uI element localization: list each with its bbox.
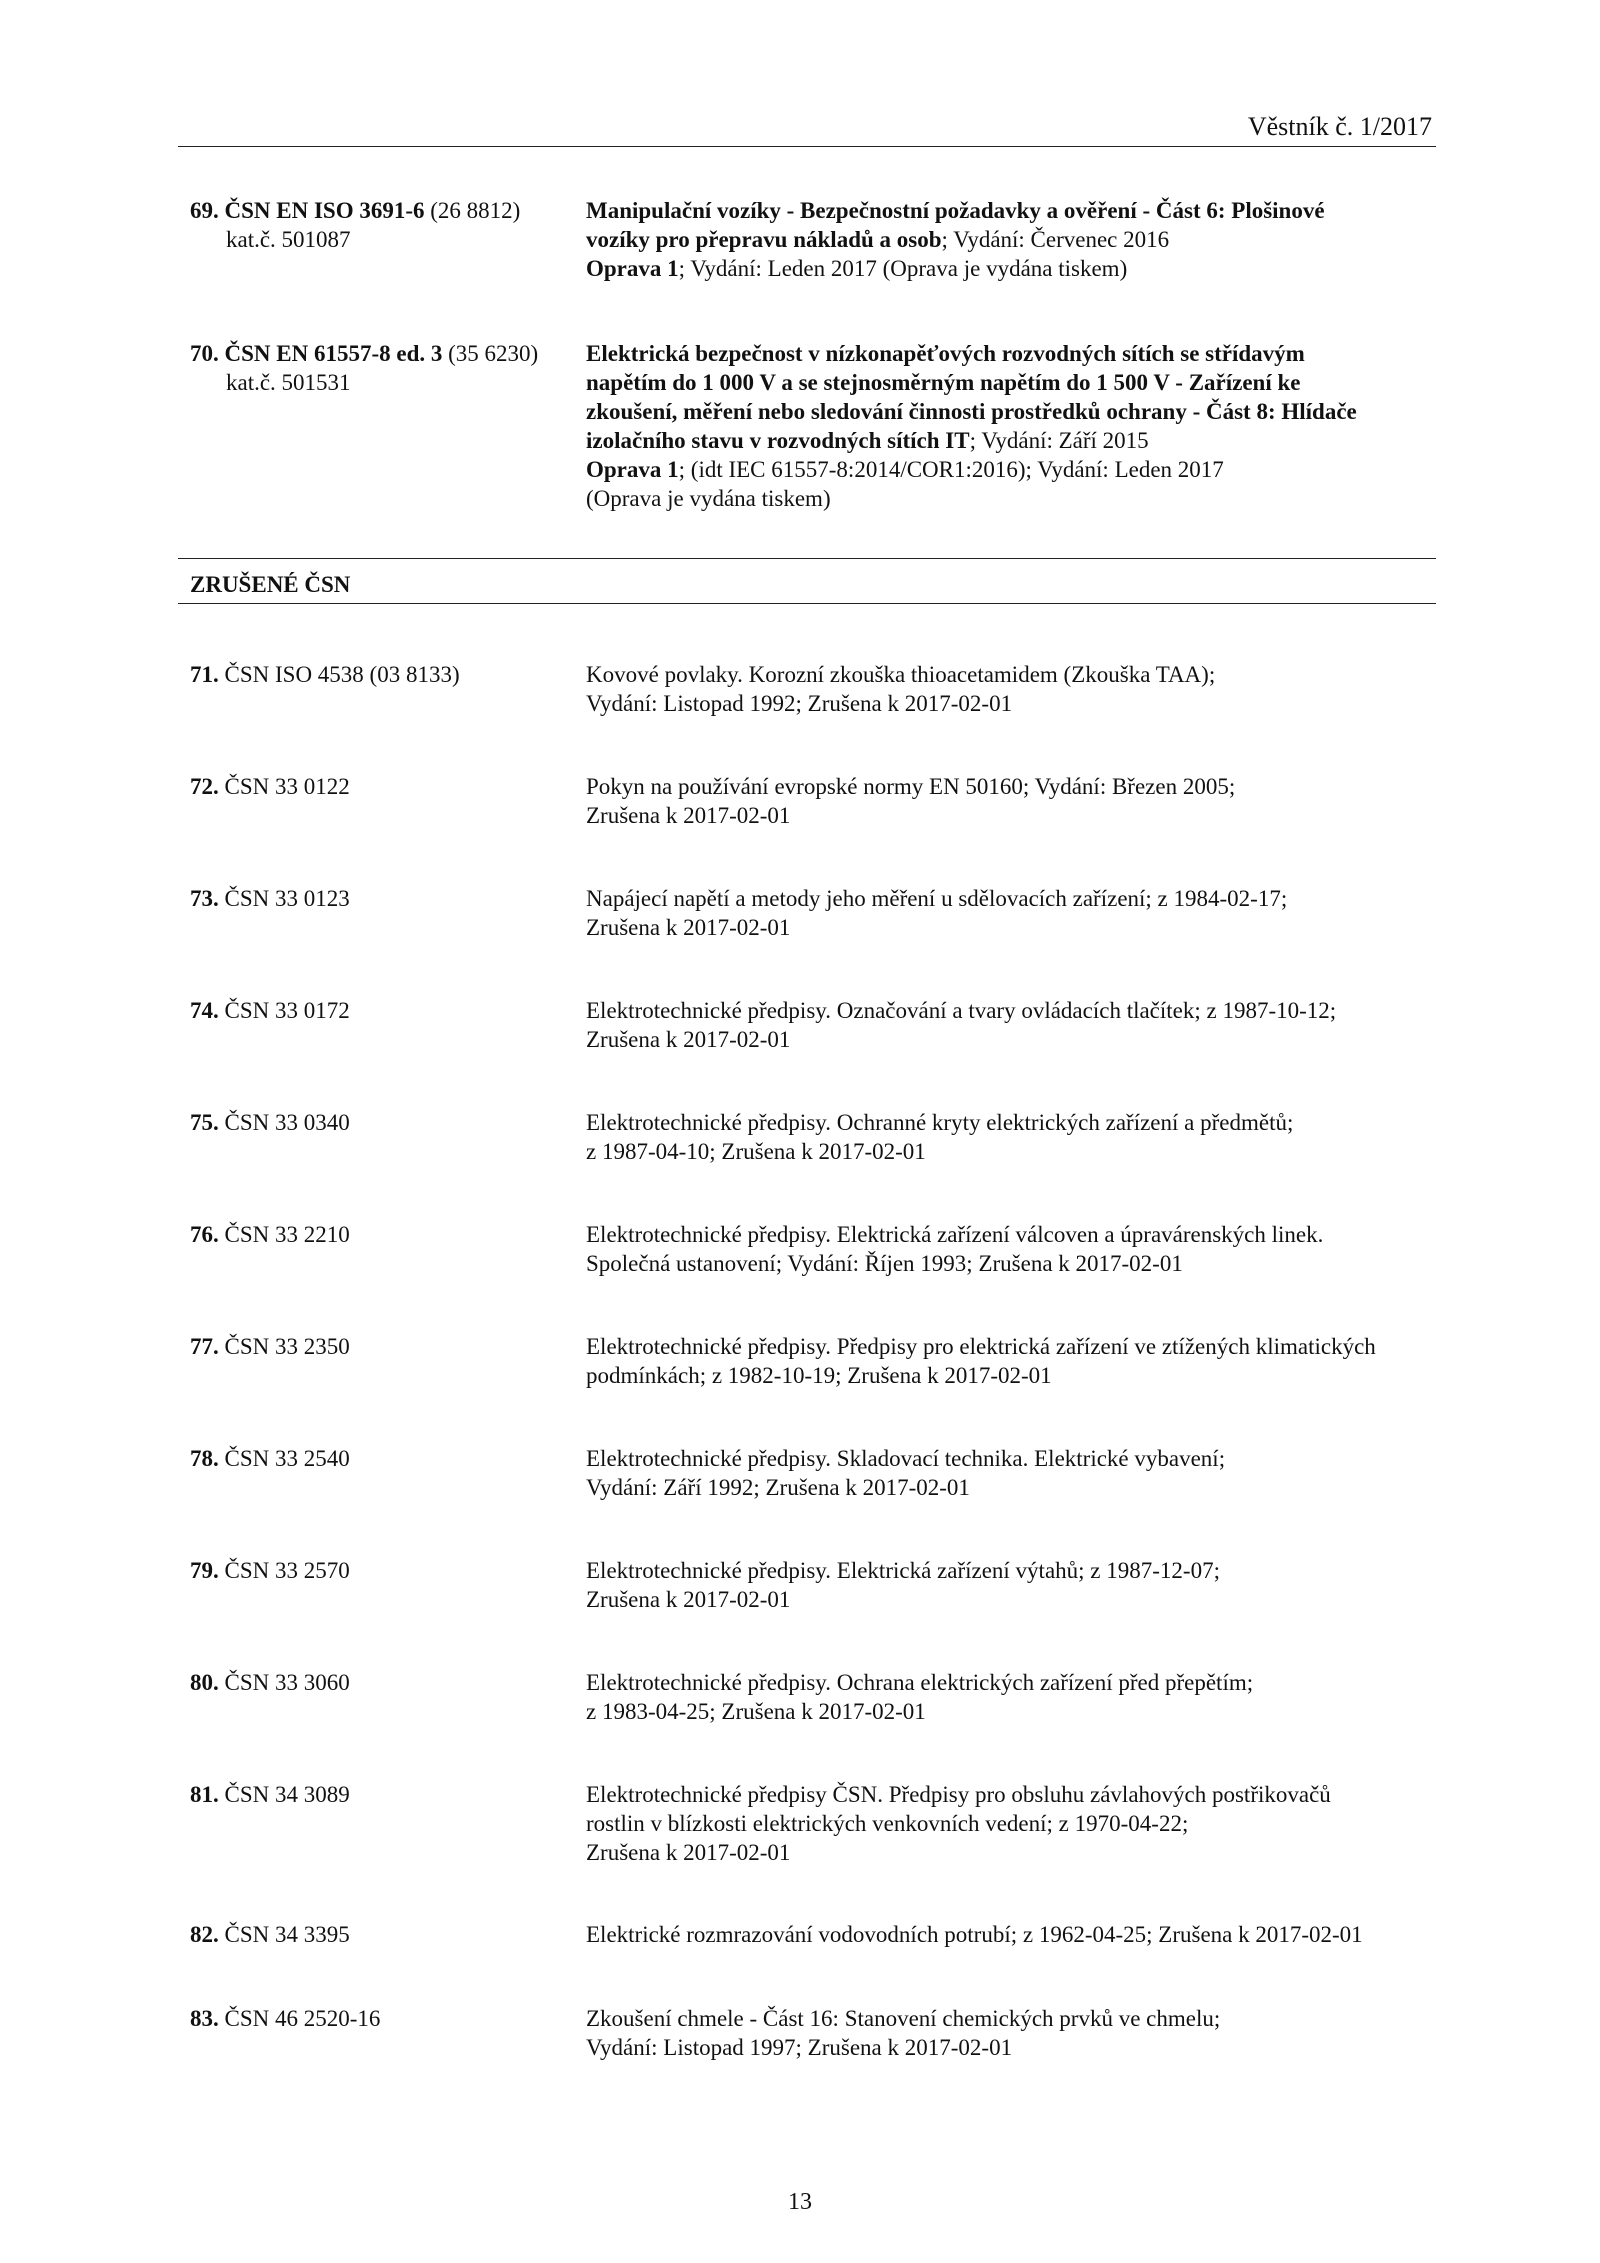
standard-designation: ČSN 34 3395 [218,1922,350,1947]
withdrawn-ref [190,1444,570,1473]
description-line: Pokyn na používání evropské normy EN 50160; Vydání: Březen 2005; [586,774,1236,799]
issue-text: ; Vydání: Červenec 2016 [941,227,1170,252]
standard-designation: ČSN 46 2520-16 [218,2006,381,2031]
entry-number: 80. [190,1670,219,1695]
standard-designation: ČSN 33 2350 [218,1334,350,1359]
correction-description [586,339,1436,513]
entry-number: 71. [190,662,219,687]
description-line: Elektrické rozmrazování vodovodních potrubí; z 1962-04-25; Zrušena k 2017-02-01 [586,1922,1363,1947]
withdrawn-description [586,660,1436,718]
withdrawn-ref [190,1108,570,1137]
description-line: rostlin v blízkosti elektrických venkovních vedení; z 1970-04-22; [586,1811,1189,1836]
description-line: Elektrotechnické předpisy. Označování a tvary ovládacích tlačítek; z 1987-10-12; [586,998,1337,1023]
withdrawn-ref [190,996,570,1025]
description-line: Vydání: Září 1992; Zrušena k 2017-02-01 [586,1475,970,1500]
withdrawn-description [586,996,1436,1054]
withdrawn-description [586,1332,1436,1390]
page-number: 13 [788,2189,812,2215]
withdrawn-ref [190,1220,570,1249]
issue-text: ; Vydání: Září 2015 [969,428,1149,453]
withdrawn-description [586,884,1436,942]
standard-designation: ČSN ISO 4538 (03 8133) [218,662,460,687]
title-text: Elektrická bezpečnost v nízkonapěťových rozvodných sítích se střídavým [586,341,1305,366]
withdrawn-ref [190,1668,570,1697]
classification-code: (26 8812) [424,198,521,223]
entry-number: 76. [190,1222,219,1247]
entry-number: 69. [190,198,219,223]
standard-designation: ČSN EN ISO 3691-6 [224,198,425,223]
entry-number: 72. [190,774,219,799]
description-line: Elektrotechnické předpisy. Ochrana elektrických zařízení před přepětím; [586,1670,1254,1695]
entry-number: 74. [190,998,219,1023]
description-line: Zrušena k 2017-02-01 [586,803,791,828]
description-line: Elektrotechnické předpisy ČSN. Předpisy pro obsluhu závlahových postřikovačů [586,1782,1331,1807]
entry-number: 79. [190,1558,219,1583]
entry-number: 83. [190,2006,219,2031]
title-text: Manipulační vozíky - Bezpečnostní požadavky a ověření - Část 6: Plošinové [586,198,1325,223]
amendment-label: Oprava 1 [586,256,679,281]
withdrawn-ref [190,1780,570,1809]
withdrawn-ref [190,2004,570,2033]
issue-text: (Oprava je vydána tiskem) [586,486,831,511]
withdrawn-ref [190,1556,570,1585]
description-line: Elektrotechnické předpisy. Elektrická zařízení výtahů; z 1987-12-07; [586,1558,1220,1583]
withdrawn-ref [190,660,570,689]
withdrawn-description [586,772,1436,830]
header-rule [178,146,1436,147]
withdrawn-ref [190,1332,570,1361]
title-text: izolačního stavu v rozvodných sítích IT [586,428,970,453]
standard-designation: ČSN 34 3089 [218,1782,350,1807]
description-line: z 1983-04-25; Zrušena k 2017-02-01 [586,1699,926,1724]
standard-designation: ČSN 33 0123 [218,886,350,911]
standard-designation: ČSN 33 2570 [218,1558,350,1583]
issue-text: ; (idt IEC 61557-8:2014/COR1:2016); Vydání: Leden 2017 [678,457,1224,482]
entry-number: 82. [190,1922,219,1947]
standard-designation: ČSN 33 2210 [218,1222,350,1247]
issue-text: ; Vydání: Leden 2017 (Oprava je vydána tiskem) [678,256,1128,281]
description-line: Společná ustanovení; Vydání: Říjen 1993; Zrušena k 2017-02-01 [586,1251,1183,1276]
withdrawn-ref [190,772,570,801]
description-line: Zkoušení chmele - Část 16: Stanovení chemických prvků ve chmelu; [586,2006,1221,2031]
section-title: ZRUŠENÉ ČSN [190,572,351,597]
entry-number: 75. [190,1110,219,1135]
description-line: z 1987-04-10; Zrušena k 2017-02-01 [586,1139,926,1164]
classification-code: (35 6230) [442,341,539,366]
entry-number: 77. [190,1334,219,1359]
standard-designation: ČSN 33 0340 [218,1110,350,1135]
standard-designation: ČSN 33 2540 [218,1446,350,1471]
correction-description [586,196,1436,283]
withdrawn-description [586,1556,1436,1614]
withdrawn-description [586,1444,1436,1502]
description-line: Zrušena k 2017-02-01 [586,1587,791,1612]
description-line: Zrušena k 2017-02-01 [586,1027,791,1052]
correction-ref [190,196,570,254]
description-line: Elektrotechnické předpisy. Předpisy pro elektrická zařízení ve ztížených klimatických [586,1334,1376,1359]
withdrawn-description [586,1108,1436,1166]
section-bottom-rule [178,603,1436,604]
standard-designation: ČSN EN 61557-8 ed. 3 [224,341,443,366]
standard-designation: ČSN 33 0172 [218,998,350,1023]
withdrawn-ref [190,1920,570,1949]
description-line: Vydání: Listopad 1992; Zrušena k 2017-02-01 [586,691,1013,716]
entry-number: 78. [190,1446,219,1471]
correction-ref [190,339,570,397]
catalog-number: kat.č. 501087 [226,227,351,252]
withdrawn-description [586,1668,1436,1726]
entry-number: 73. [190,886,219,911]
page-header-title: Věstník č. 1/2017 [1247,112,1432,141]
description-line: Kovové povlaky. Korozní zkouška thioacetamidem (Zkouška TAA); [586,662,1216,687]
description-line: Zrušena k 2017-02-01 [586,915,791,940]
title-text: napětím do 1 000 V a se stejnosměrným napětím do 1 500 V - Zařízení ke [586,370,1301,395]
amendment-label: Oprava 1 [586,457,679,482]
catalog-number: kat.č. 501531 [226,370,351,395]
description-line: Vydání: Listopad 1997; Zrušena k 2017-02-01 [586,2035,1013,2060]
title-text: vozíky pro přepravu nákladů a osob [586,227,942,252]
entry-number: 70. [190,341,219,366]
withdrawn-description [586,1780,1436,1867]
withdrawn-description [586,2004,1436,2062]
withdrawn-ref [190,884,570,913]
standard-designation: ČSN 33 3060 [218,1670,350,1695]
description-line: Elektrotechnické předpisy. Elektrická zařízení válcoven a úpravárenských linek. [586,1222,1324,1247]
description-line: podmínkách; z 1982-10-19; Zrušena k 2017-02-01 [586,1363,1052,1388]
description-line: Elektrotechnické předpisy. Skladovací technika. Elektrické vybavení; [586,1446,1226,1471]
description-line: Napájecí napětí a metody jeho měření u sdělovacích zařízení; z 1984-02-17; [586,886,1288,911]
description-line: Elektrotechnické předpisy. Ochranné kryty elektrických zařízení a předmětů; [586,1110,1294,1135]
section-top-rule [178,558,1436,559]
description-line: Zrušena k 2017-02-01 [586,1840,791,1865]
entry-number: 81. [190,1782,219,1807]
withdrawn-description [586,1220,1436,1278]
title-text: zkoušení, měření nebo sledování činnosti prostředků ochrany - Část 8: Hlídače [586,399,1357,424]
standard-designation: ČSN 33 0122 [218,774,350,799]
withdrawn-description [586,1920,1436,1949]
